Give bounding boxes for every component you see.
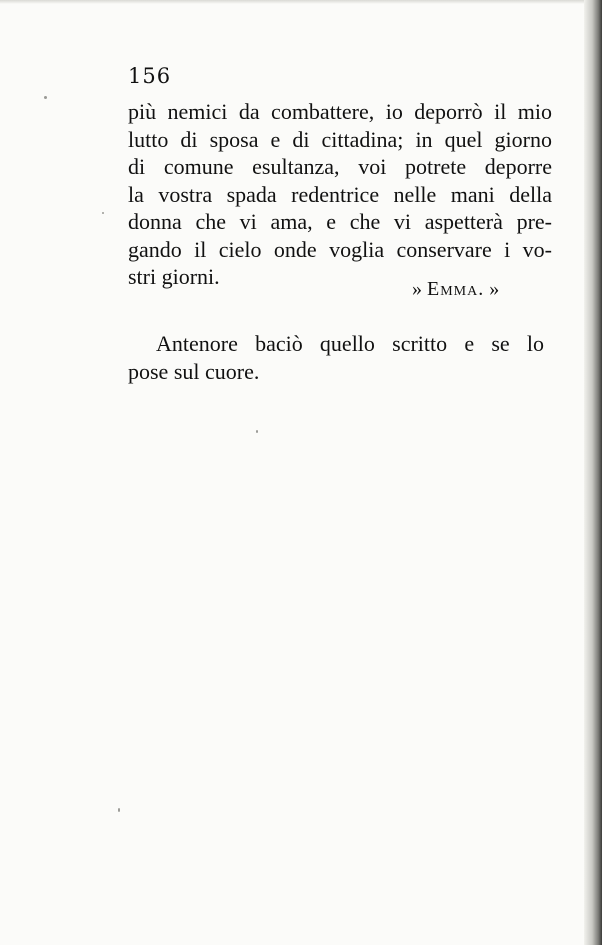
letter-line: donna che vi ama, e che vi aspetterà pre- [128, 209, 552, 234]
letter-line: più nemici da combattere, io deporrò il mio [128, 99, 552, 124]
page-binding-edge [584, 0, 602, 945]
letter-line: di comune esultanza, voi potrete deporre [128, 154, 552, 179]
paper-speck [256, 430, 258, 433]
paragraph-line: pose sul cuore. [128, 359, 260, 384]
narrative-paragraph [128, 330, 544, 386]
paragraph-line: Antenore baciò quello scritto e se lo [156, 331, 544, 356]
paper-speck [102, 212, 104, 214]
letter-text [128, 98, 552, 291]
letter-line: stri giorni. [128, 264, 220, 289]
signature-open-quote: » [412, 278, 422, 300]
paper-speck [44, 96, 47, 99]
letter-line: lutto di sposa e di cittadina; in quel giorno [128, 126, 552, 152]
letter-signature [412, 278, 499, 301]
signature-name: Emma. [427, 278, 485, 300]
letter-line: la vostra spada redentrice nelle mani della [128, 181, 552, 207]
page-number: 156 [128, 64, 172, 88]
paper-speck [118, 808, 120, 812]
page-top-edge [0, 0, 602, 4]
signature-close-quote: » [489, 278, 500, 300]
letter-line: gando il cielo onde voglia conservare i vo- [128, 236, 552, 262]
